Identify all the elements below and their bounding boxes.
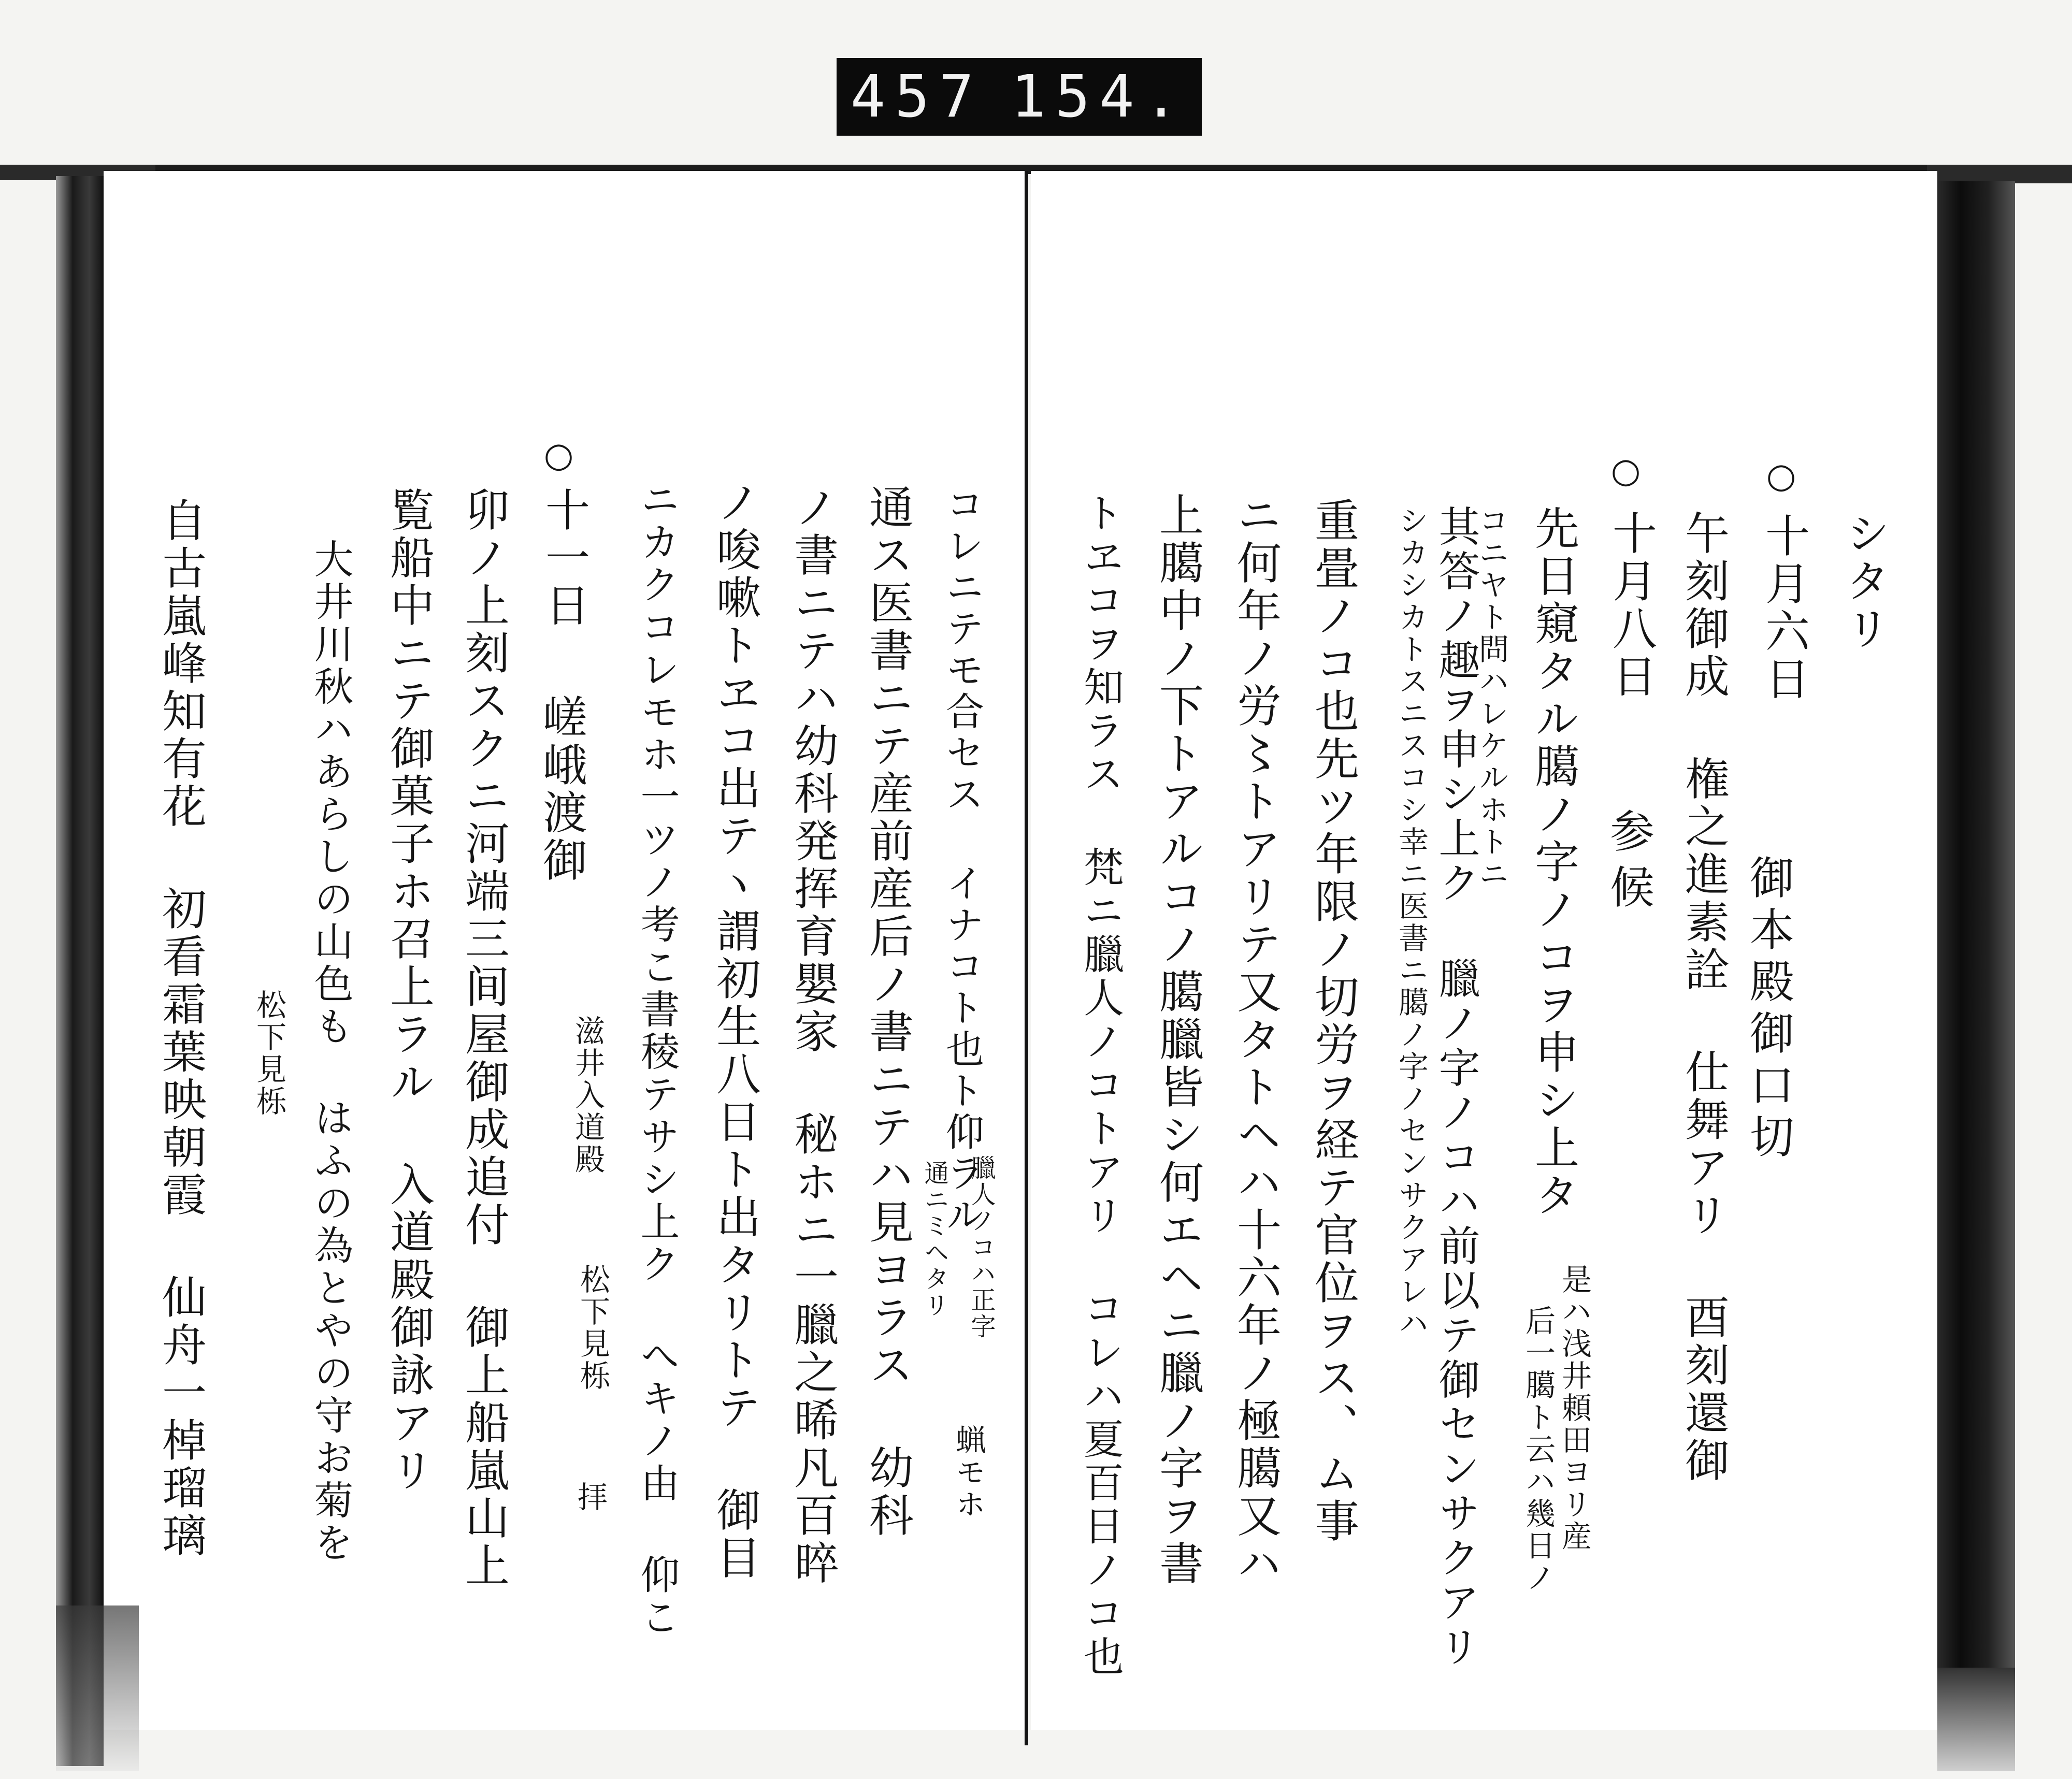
text-col-12: 上臈中ノ下トアルコノ臈臘皆シ何エヘニ臘ノ字ヲ書	[1152, 492, 1203, 1588]
text-col-03: 午刻御成 権之進素詮 仕舞アリ 酉刻還御	[1677, 510, 1729, 1485]
text-col-20: 卯ノ上刻スクニ河端三间屋御成追付 御上船嵐山上	[457, 487, 509, 1590]
text-col-11: ニ何年ノ労〻トアリテ又タトヘハ十六年ノ極臈又ハ	[1229, 492, 1281, 1588]
text-col-19-c: 拝	[572, 1481, 608, 1513]
text-col-19-head: 十一日	[538, 487, 589, 630]
label-number-right: 154.	[1011, 63, 1188, 131]
text-col-09: シカシカトスニスコシ幸ニ医書ニ臈ノ字ノセンサクアレハ	[1393, 505, 1429, 1340]
text-col-10: 重畳ノコ也先ツ年限ノ切労ヲ経テ官位ヲス、ム事	[1307, 497, 1359, 1545]
text-col-14: コレニテモ合セス イナコト也ト仰ラル	[940, 484, 984, 1236]
text-col-07: コニヤト問ハレケルホトニ	[1474, 505, 1509, 890]
text-col-06a-note: 是ハ浅井頼田ヨリ産	[1557, 1264, 1592, 1553]
text-col-21: 覧船中ニテ御菓子ホ召上ラル 入道殿御詠アリ	[382, 487, 434, 1495]
circle-mark-2: ○	[1606, 451, 1646, 494]
left-book-edge-shadow	[56, 1606, 139, 1771]
text-col-14-note3: 蝋モホ	[951, 1424, 986, 1521]
text-col-01: シタリ	[1838, 510, 1890, 653]
text-col-19-a: 滋井入道殿	[570, 1015, 605, 1176]
right-book-edge-shadow	[1937, 1668, 2015, 1771]
left-book-edge	[56, 176, 104, 1766]
text-col-04-head: 十月八日	[1605, 510, 1657, 701]
text-col-02-rest: 御本殿御口切	[1742, 855, 1794, 1165]
text-col-08: 其答ノ趣ヲ申シ上ク 臘ノ字ノコハ前以テ御センサクアリ	[1432, 505, 1480, 1670]
text-col-05: 先日窺タル臈ノ字ノコヲ申シ上タ	[1527, 505, 1579, 1220]
binding-line-right	[1927, 165, 2072, 183]
circle-mark-3: ○	[539, 435, 579, 478]
text-col-02-head: 十月六日	[1758, 513, 1809, 703]
text-col-06b-note: 后一臈ト云ハ幾日ノ	[1520, 1305, 1556, 1594]
text-col-24: 自古嵐峰知有花 初看霜葉映朝霞 仙舟一棹瑠璃	[154, 497, 206, 1560]
label-number-left: 457	[850, 63, 984, 131]
text-col-14-note2: 通ニミヘタリ	[920, 1160, 949, 1319]
circle-mark-1: ○	[1761, 456, 1801, 499]
text-col-19-b: 松下見栎	[575, 1264, 610, 1392]
text-col-23: 松下見栎	[251, 989, 286, 1118]
text-col-04-rest: 参候	[1602, 808, 1654, 920]
catalogue-label	[837, 58, 1202, 136]
text-col-18: ニカクコレモホ一ツノ考こ書稜テサシ上ク へキノ由 仰こ	[634, 479, 680, 1639]
text-col-14-note: 臘人ノコハ正字	[967, 1155, 996, 1340]
right-book-edge	[1937, 181, 2015, 1668]
text-col-17: ノ唆嗽トヱコ出テヽ謂初生八日ト出タリトテ 御目	[709, 479, 760, 1582]
text-col-13: トヱコヲ知ラス 梵ニ臘人ノコトアリ コレハ夏百日ノコ也	[1077, 492, 1124, 1679]
text-col-16: ノ書ニテハ幼科発挥育嬰家 秘ホニ一臘之晞凡百晬	[786, 484, 838, 1587]
text-col-22: 大井川秋ハあらしの山色も はふの為とやの守お菊を	[308, 539, 354, 1565]
text-col-15: 通ス医書ニテ産前産后ノ書ニテハ見ヨラス 幼科	[861, 484, 913, 1540]
text-col-19-mid: 嵯峨渡御	[535, 694, 587, 885]
book-gutter	[1025, 171, 1028, 1745]
